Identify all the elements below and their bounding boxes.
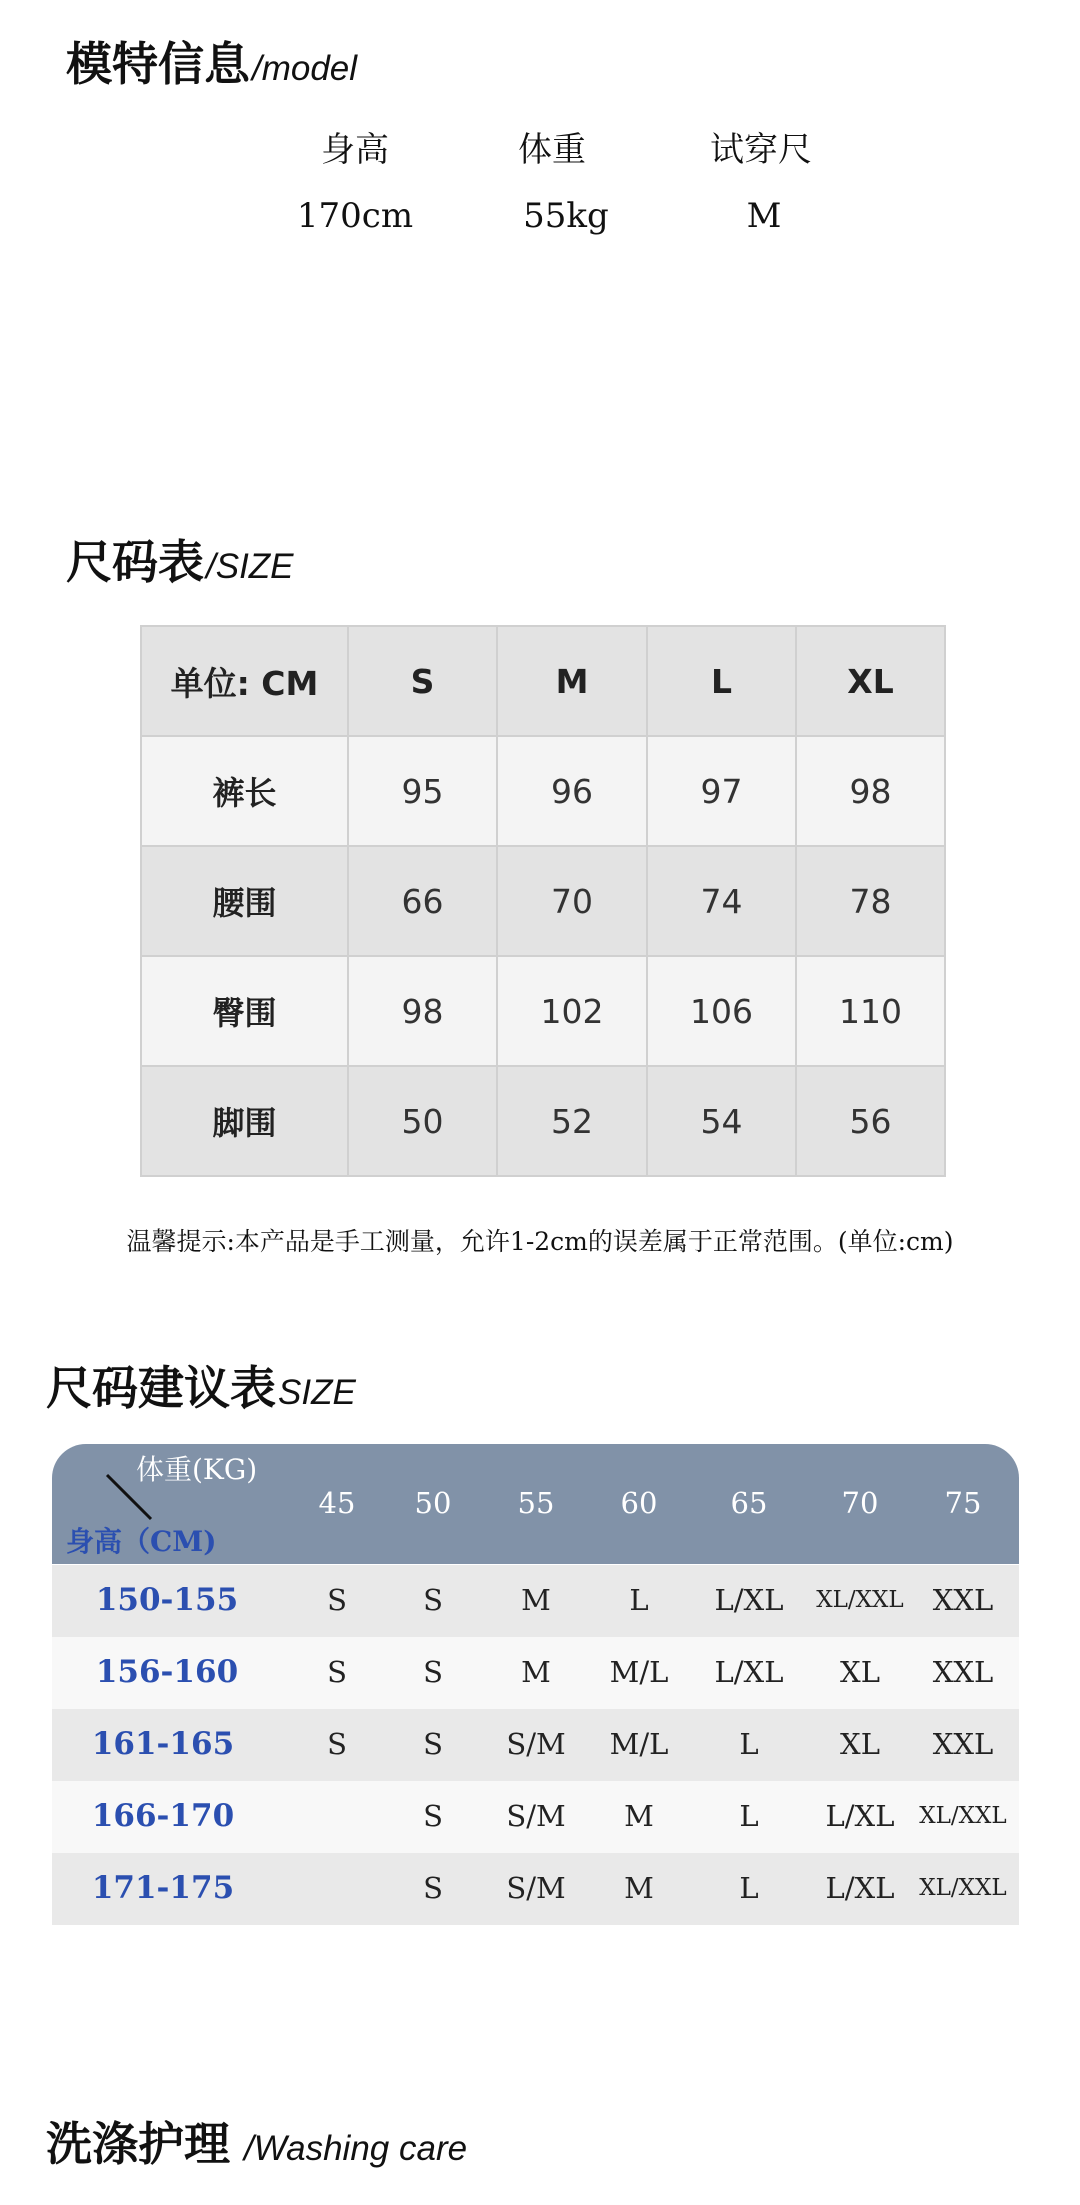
- size-recommendation: S: [423, 1799, 443, 1833]
- size-recommendation: S/M: [506, 1799, 566, 1833]
- model-label-size: 试穿尺: [710, 130, 812, 170]
- size-recommendation: S: [423, 1727, 443, 1761]
- size-recommendation: S: [327, 1583, 347, 1617]
- height-range: 171-175: [91, 1870, 235, 1906]
- table-row: [141, 956, 945, 1066]
- size-recommendation: L/XL: [825, 1871, 895, 1905]
- model-value-size: M: [746, 196, 782, 236]
- model-section-title: [66, 28, 357, 94]
- size-header-unit: 单位: CM: [141, 626, 348, 736]
- table-row: [141, 846, 945, 956]
- size-header-l: L: [647, 626, 796, 736]
- weight-column-label: 45: [318, 1486, 356, 1520]
- washing-title: 洗涤护理: [46, 2117, 230, 2171]
- table-cell: 95: [348, 736, 497, 846]
- model-label-weight: 体重: [518, 130, 586, 170]
- model-title: 模特信息: [66, 37, 250, 91]
- row-label: 腰围: [141, 846, 348, 956]
- size-recommendation: M/L: [609, 1727, 669, 1761]
- table-row: [52, 1781, 1019, 1853]
- table-cell: 98: [348, 956, 497, 1066]
- table-cell: 50: [348, 1066, 497, 1176]
- table-row: [52, 1637, 1019, 1709]
- size-recommendation: S: [327, 1655, 347, 1689]
- size-recommendation: M/L: [609, 1655, 669, 1689]
- size-recommendation: M: [521, 1655, 551, 1689]
- height-range: 150-155: [95, 1582, 239, 1618]
- table-cell: 78: [796, 846, 945, 956]
- size-header-xl: XL: [796, 626, 945, 736]
- size-recommendation: L: [739, 1727, 759, 1761]
- weight-axis-label: 体重(KG): [136, 1453, 258, 1486]
- table-row: [141, 736, 945, 846]
- table-cell: 56: [796, 1066, 945, 1176]
- size-recommendation: XL: [840, 1655, 880, 1689]
- recommend-header: [52, 1444, 1019, 1564]
- table-cell: 96: [497, 736, 647, 846]
- table-cell: 66: [348, 846, 497, 956]
- row-label: 裤长: [141, 736, 348, 846]
- size-recommendation: M: [624, 1871, 654, 1905]
- size-recommendation: M: [624, 1799, 654, 1833]
- table-row: [52, 1853, 1019, 1925]
- size-section-title: [66, 526, 294, 592]
- height-axis-label: 身高（CM): [66, 1525, 217, 1558]
- table-cell: 70: [497, 846, 647, 956]
- size-recommendation: L: [739, 1871, 759, 1905]
- table-row: [52, 1709, 1019, 1781]
- size-recommendation: S/M: [506, 1727, 566, 1761]
- table-cell: 106: [647, 956, 796, 1066]
- recommend-title: 尺码建议表: [46, 1361, 276, 1415]
- weight-column-label: 50: [414, 1486, 452, 1520]
- size-recommendation: S: [423, 1583, 443, 1617]
- table-cell: 54: [647, 1066, 796, 1176]
- table-cell: 74: [647, 846, 796, 956]
- size-recommendation: S/M: [506, 1871, 566, 1905]
- height-range: 156-160: [95, 1654, 239, 1690]
- table-cell: 98: [796, 736, 945, 846]
- row-label: 臀围: [141, 956, 348, 1066]
- height-range: 161-165: [91, 1726, 235, 1762]
- size-recommendation: XXL: [932, 1583, 994, 1617]
- size-recommendation: XL: [840, 1727, 880, 1761]
- table-row: [52, 1565, 1019, 1637]
- size-recommendation: XXL: [932, 1655, 994, 1689]
- weight-column-label: 65: [730, 1486, 768, 1520]
- size-recommendation: XXL: [932, 1727, 994, 1761]
- size-recommendation: M: [521, 1583, 551, 1617]
- size-recommendation: XL/XXL: [919, 1803, 1007, 1829]
- table-row: [141, 1066, 945, 1176]
- size-recommendation: L/XL: [825, 1799, 895, 1833]
- size-recommendation: L/XL: [714, 1655, 784, 1689]
- size-recommendation: L: [739, 1799, 759, 1833]
- size-table: [140, 625, 946, 1177]
- size-recommendation: XL/XXL: [919, 1875, 1007, 1901]
- table-cell: 97: [647, 736, 796, 846]
- size-recommendation: L: [629, 1583, 649, 1617]
- size-recommendation: S: [327, 1727, 347, 1761]
- size-recommendation: XL/XXL: [816, 1587, 904, 1613]
- table-cell: 102: [497, 956, 647, 1066]
- weight-column-label: 60: [620, 1486, 658, 1520]
- model-value-weight: 55kg: [523, 196, 609, 236]
- table-cell: 52: [497, 1066, 647, 1176]
- model-value-height: 170cm: [296, 196, 414, 236]
- size-header-s: S: [348, 626, 497, 736]
- washing-subtitle: /Washing care: [244, 2129, 468, 2168]
- washing-section-title: [46, 2108, 467, 2174]
- size-subtitle: /SIZE: [206, 547, 294, 586]
- size-title: 尺码表: [66, 535, 204, 589]
- model-subtitle: /model: [252, 49, 358, 88]
- size-recommendation: S: [423, 1871, 443, 1905]
- table-cell: 110: [796, 956, 945, 1066]
- measurement-tip: 温馨提示:本产品是手工测量，允许1-2cm的误差属于正常范围。(单位:cm): [126, 1227, 954, 1256]
- model-label-height: 身高: [321, 130, 389, 170]
- weight-column-label: 75: [944, 1486, 982, 1520]
- recommend-subtitle: SIZE: [278, 1373, 356, 1412]
- size-recommendation: L/XL: [714, 1583, 784, 1617]
- row-label: 脚围: [141, 1066, 348, 1176]
- weight-column-label: 55: [517, 1486, 555, 1520]
- size-recommendation: S: [423, 1655, 443, 1689]
- size-table-header: [141, 626, 945, 736]
- recommend-section-title: [46, 1352, 356, 1418]
- size-header-m: M: [497, 626, 647, 736]
- weight-column-label: 70: [841, 1486, 879, 1520]
- height-range: 166-170: [91, 1798, 235, 1834]
